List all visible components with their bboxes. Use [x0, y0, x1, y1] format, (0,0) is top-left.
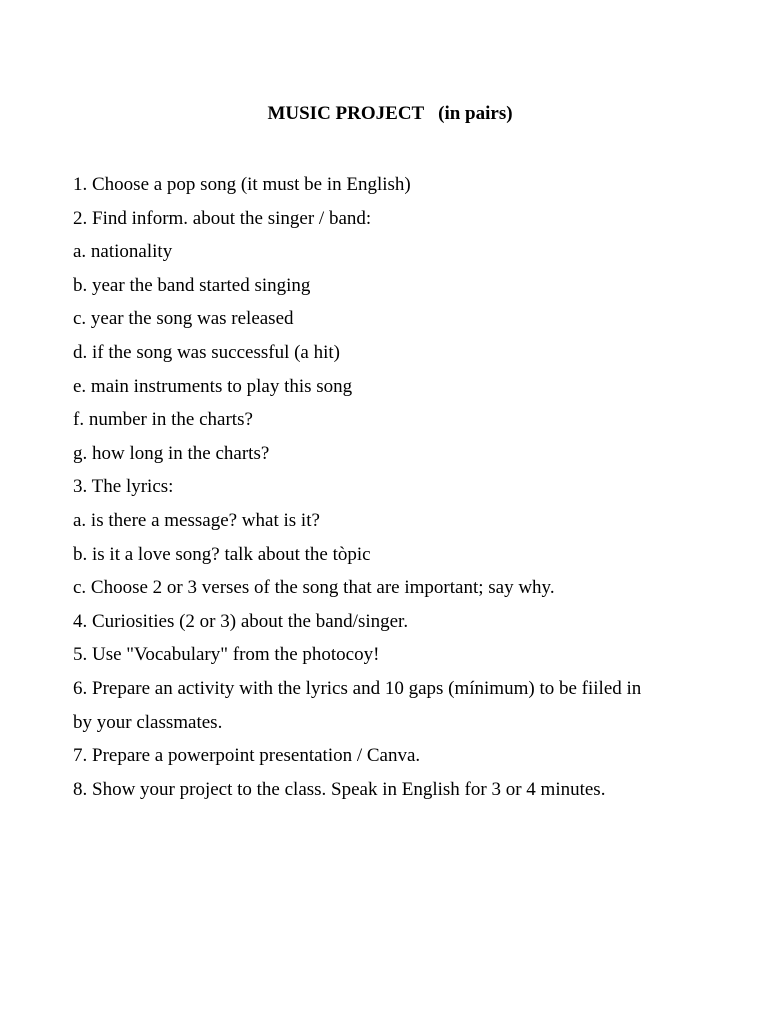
instruction-line: c. year the song was released: [73, 308, 294, 330]
instruction-line: 1. Choose a pop song (it must be in English): [73, 174, 411, 195]
instruction-line: e. main instruments to play this song: [73, 375, 353, 397]
instruction-line: 3. The lyrics:: [73, 476, 174, 498]
instruction-list: [73, 168, 713, 806]
instruction-line: 6. Prepare an activity with the lyrics and 10 gaps (mínimum) to be fiiled in: [73, 677, 642, 699]
instruction-line: b. year the band started singing: [73, 274, 311, 296]
instruction-line: b. is it a love song? talk about the tòpic: [73, 543, 371, 565]
instruction-line: 8. Show your project to the class. Speak in English for 3 or 4 minutes.: [73, 778, 606, 800]
instruction-line: g. how long in the charts?: [73, 442, 270, 464]
instruction-line: c. Choose 2 or 3 verses of the song that are important; say why.: [73, 577, 555, 599]
document-title: MUSIC PROJECT (in pairs): [267, 103, 513, 124]
instruction-line: 2. Find inform. about the singer / band:: [73, 207, 372, 229]
instruction-line: 7. Prepare a powerpoint presentation / Canva.: [73, 745, 421, 767]
instruction-line: f. number in the charts?: [73, 409, 253, 431]
instruction-line: 5. Use "Vocabulary" from the photocoy!: [73, 644, 380, 666]
instruction-line: d. if the song was successful (a hit): [73, 341, 340, 363]
instruction-line: by your classmates.: [73, 711, 223, 733]
instruction-line: 4. Curiosities (2 or 3) about the band/singer.: [73, 610, 409, 632]
instruction-line: a. nationality: [73, 241, 173, 263]
instruction-line: a. is there a message? what is it?: [73, 509, 320, 531]
